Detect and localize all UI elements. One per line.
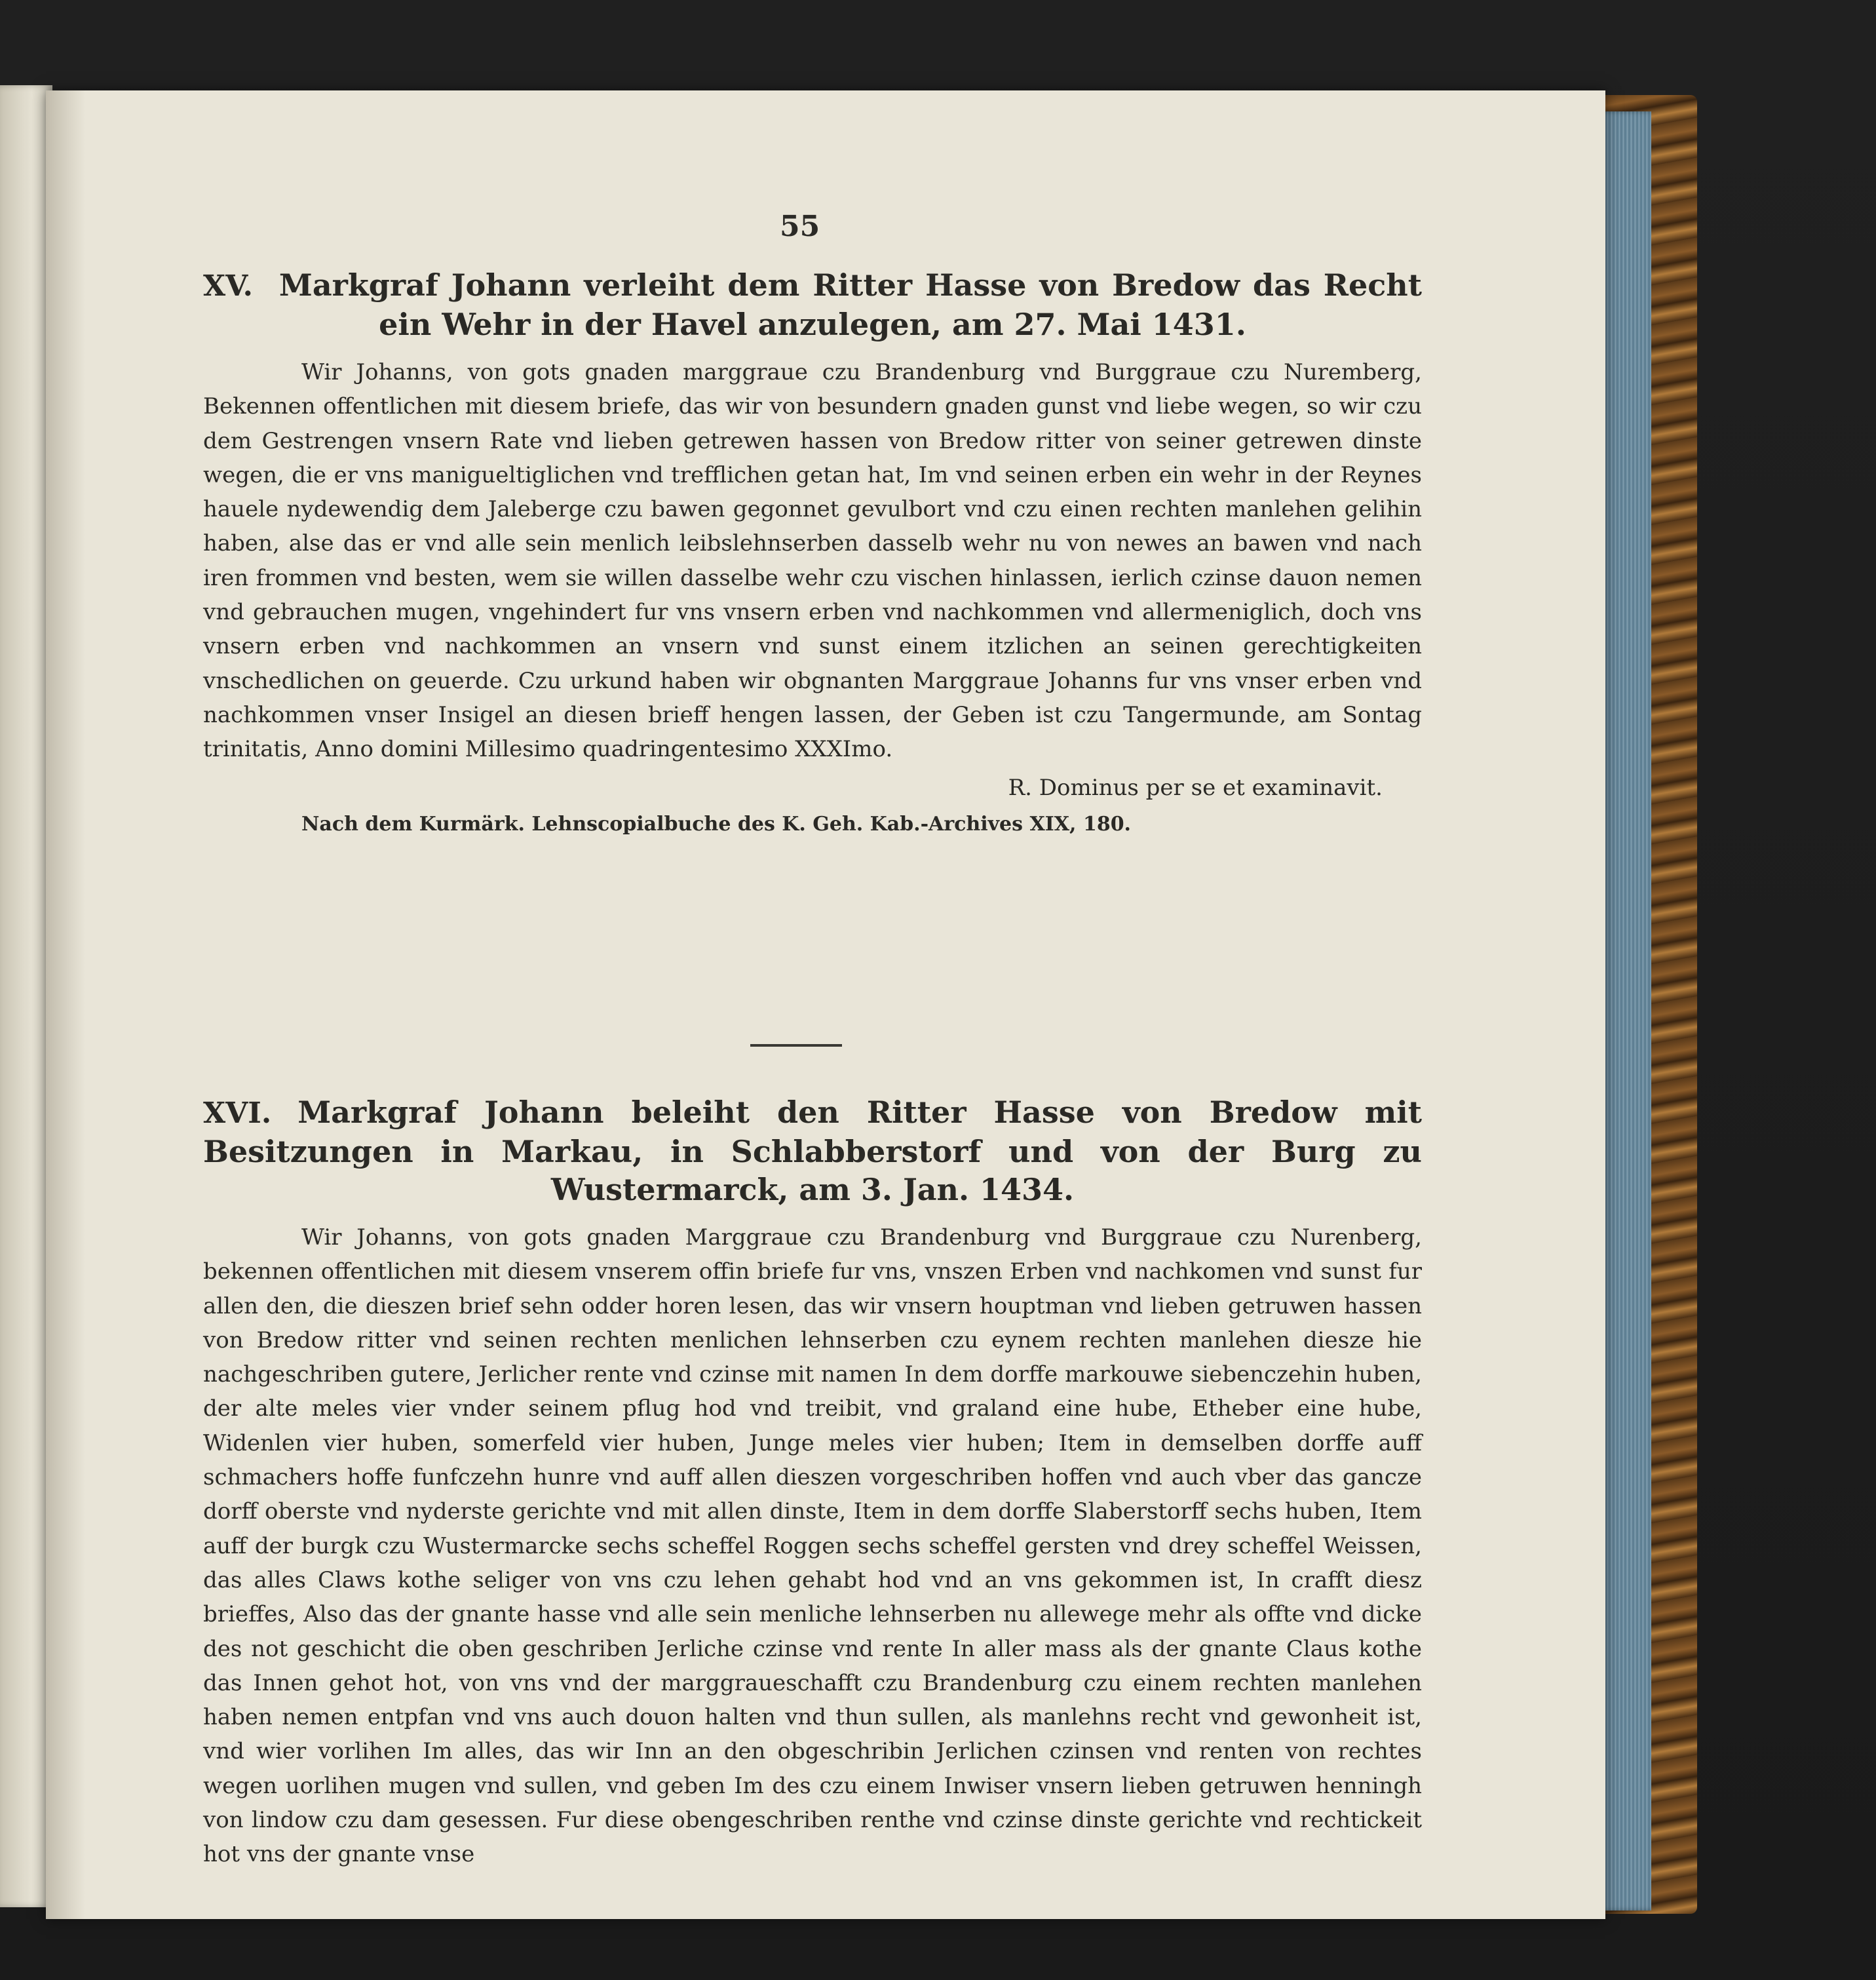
section-xv (203, 266, 1422, 836)
section-xv-heading (203, 266, 1422, 343)
book-page (46, 90, 1605, 1919)
section-xv-body (203, 355, 1422, 767)
page-number: 55 (780, 210, 820, 243)
section-xvi-text: Wir Johanns, von gots gnaden Marggraue czu Brandenburg vnd Burggraue czu Nurenberg, bekennen offentlichen mit diesem vnserem offin briefe fur vns, vnszen Erben vnd nachkomen vnd sunst fur allen den, die dieszen brief sehn odder horen lesen, das wir vnsern houptman vnd lieben getruwen hassen von Bredow ritter vnd seinen rechten menlichen lehnserben czu eynem rechten manlehen diesze hie nachgeschriben gutere, Jerlicher rente vnd czinse mit namen In dem dorffe markouwe siebenczehin huben, der alte meles vier vnder seinem pflug hod vnd treibit, vnd graland eine hube, Etheber eine hube, Widenlen vier huben, somerfeld vier huben, Junge meles vier huben; Item in demselben dorffe auff schmachers hoffe funfczehn hunre vnd auff allen dieszen vorgeschriben hoffen vnd auch vber das gancze dorff oberste vnd nyderste gerichte vnd mit allen dinste, Item in dem dorffe Slaberstorff sechs huben, Item auff der burgk czu Wustermarcke sechs scheffel Roggen sechs scheffel gersten vnd drey scheffel Weissen, das alles Claws kothe seliger von vns czu lehen gehabt hod vnd an vns gekommen ist, In crafft diesz brieffes, Also das der gnante hasse vnd alle sein menliche lehnserben nu allewege mehr als offte vnd dicke des not geschicht die oben geschriben Jerliche czinse vnd rente In aller mass als der gnante Claus kothe das Innen gehot hot, von vns vnd der marggraueschafft czu Brandenburg czu einem rechten manlehen haben nemen entpfan vnd vns auch douon halten vnd thun sullen, als manlehns recht vnd gewonheit ist, vnd wier vorlihen Im alles, das wir Inn an den obgeschribin Jerlichen czinsen vnd renten von rechtes wegen uorlihen mugen vnd sullen, vnd geben Im des czu einem Inwiser vnsern lieben getruwen henningh von lindow czu dam gesessen. Fur diese obengeschriben renthe vnd czinse dinste gerichte vnd rechtickeit hot vns der gnante vnse (203, 1224, 1422, 1868)
section-xv-source: Nach dem Kurmärk. Lehnscopialbuche des K. Geh. Kab.-Archives XIX, 180. (301, 812, 1132, 836)
section-xvi-title: Markgraf Johann beleiht den Ritter Hasse von Bredow mit Besitzungen in Markau, in Schlabberstorf und von der Burg zu Wustermarck, am 3. Jan. 1434. (203, 1095, 1422, 1207)
previous-page-edge (0, 85, 52, 1907)
section-xvi-body (203, 1220, 1422, 1872)
section-xv-number: XV. (203, 269, 253, 303)
section-xv-title: Markgraf Johann verleiht dem Ritter Hasse von Bredow das Recht ein Wehr in der Havel anzulegen, am 27. Mai 1431. (278, 267, 1422, 342)
section-xv-signature: R. Dominus per se et examinavit. (1008, 774, 1383, 801)
section-xv-text: Wir Johanns, von gots gnaden marggraue czu Brandenburg vnd Burggraue czu Nuremberg, Bekennen offentlichen mit diesem briefe, das wir von besundern gnaden gunst vnd liebe wegen, so wir czu dem Gestrengen vnsern Rate vnd lieben getrewen hassen von Bredow ritter von seiner getrewen dinste wegen, die er vns manigueltiglichen vnd trefflichen getan hat, Im vnd seinen erben ein wehr in der Reynes hauele nydewendig dem Jaleberge czu bawen gegonnet gevulbort vnd czu einen rechten manlehen gelihin haben, alse das er vnd alle sein menlich leibslehnserben dasselb wehr nu von newes an bawen vnd nach iren frommen vnd besten, wem sie willen dasselbe wehr czu vischen hinlassen, ierlich czinse dauon nemen vnd gebrauchen mugen, vngehindert fur vns vnsern erben vnd nachkommen vnd allermeniglich, doch vns vnsern erben vnd nachkommen an vnsern vnd sunst einem itzlichen an seinen gerechtigkeiten vnschedlichen on geuerde. Czu urkund haben wir obgnanten Marggraue Johanns fur vns vnser erben vnd nachkommen vnser Insigel an diesen brieff hengen lassen, der Geben ist czu Tangermunde, am Sontag trinitatis, Anno domini Millesimo quadringentesimo XXXImo. (203, 359, 1422, 763)
section-divider (750, 1044, 842, 1047)
section-xvi (203, 1093, 1422, 1872)
section-xvi-heading (203, 1093, 1422, 1209)
section-xvi-number: XVI. (203, 1097, 272, 1130)
